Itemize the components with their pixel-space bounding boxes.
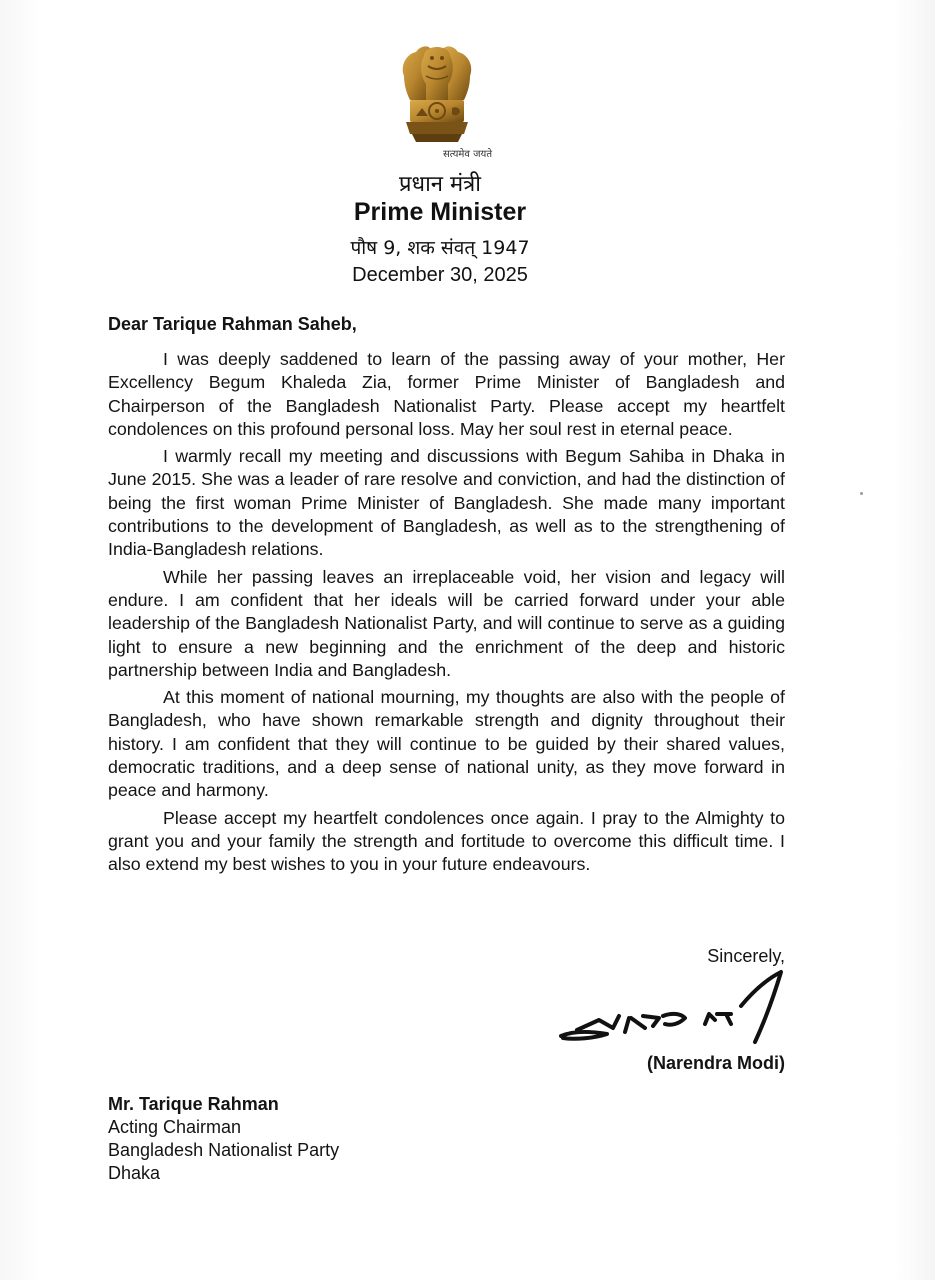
date-gregorian: December 30, 2025 xyxy=(352,264,528,286)
recipient-city: Dhaka xyxy=(108,1163,161,1183)
paragraph: While her passing leaves an irreplaceable void, her vision and legacy will endure. I am confident that her ideals will be carried forward under your able leadership of the Bangladesh Nationalist Party, and will continue to serve as a guiding light to ensure a new beginning and the enrichment of the deep and historic partnership between India and Bangladesh. xyxy=(108,566,785,680)
signature-icon xyxy=(555,968,795,1050)
salutation: Dear Tarique Rahman Saheb, xyxy=(108,314,357,334)
office-title-english: Prime Minister xyxy=(353,198,527,226)
date-saka: पौष 9, शक संवत् 1947 xyxy=(350,237,530,259)
closing: Sincerely, xyxy=(707,946,785,966)
paragraph: I warmly recall my meeting and discussions with Begum Sahiba in Dhaka in June 2015. She was a leader of rare resolve and conviction, and had the distinction of being the first woman Prime Minister of Bangladesh. She made many important contributions to the development of Bangladesh, as well as to the strengthening of India-Bangladesh relations. xyxy=(108,446,785,560)
paragraph: I was deeply saddened to learn of the passing away of your mother, Her Excellency Begum Khaleda Zia, former Prime Minister of Bangladesh and Chairperson of the Bangladesh Nationalist Party. Please accept my heartfelt condolences on this profound personal loss. May her soul rest in eternal peace. xyxy=(108,349,785,439)
paper-speck xyxy=(860,492,863,495)
state-emblem-icon xyxy=(396,36,478,150)
paragraph: Please accept my heartfelt condolences once again. I pray to the Almighty to grant you and your family the strength and fortitude to overcome this difficult time. I also extend my best wishes to you in your future endeavours. xyxy=(108,807,785,875)
recipient-name: Mr. Tarique Rahman xyxy=(108,1094,279,1114)
letter-body xyxy=(108,348,785,881)
signer-name: (Narendra Modi) xyxy=(646,1053,785,1073)
paragraph: At this moment of national mourning, my thoughts are also with the people of Bangladesh, who have shown remarkable strength and dignity throughout their history. I am confident that they will continue to be guided by their shared values, democratic traditions, and a deep sense of national unity, as they move forward in peace and harmony. xyxy=(108,687,785,801)
recipient-organization: Bangladesh Nationalist Party xyxy=(108,1140,340,1160)
office-title-hindi: प्रधान मंत्री xyxy=(399,172,481,197)
recipient-address xyxy=(108,1093,339,1185)
national-motto: सत्यमेव जयते xyxy=(442,149,493,160)
recipient-title: Acting Chairman xyxy=(108,1117,242,1137)
